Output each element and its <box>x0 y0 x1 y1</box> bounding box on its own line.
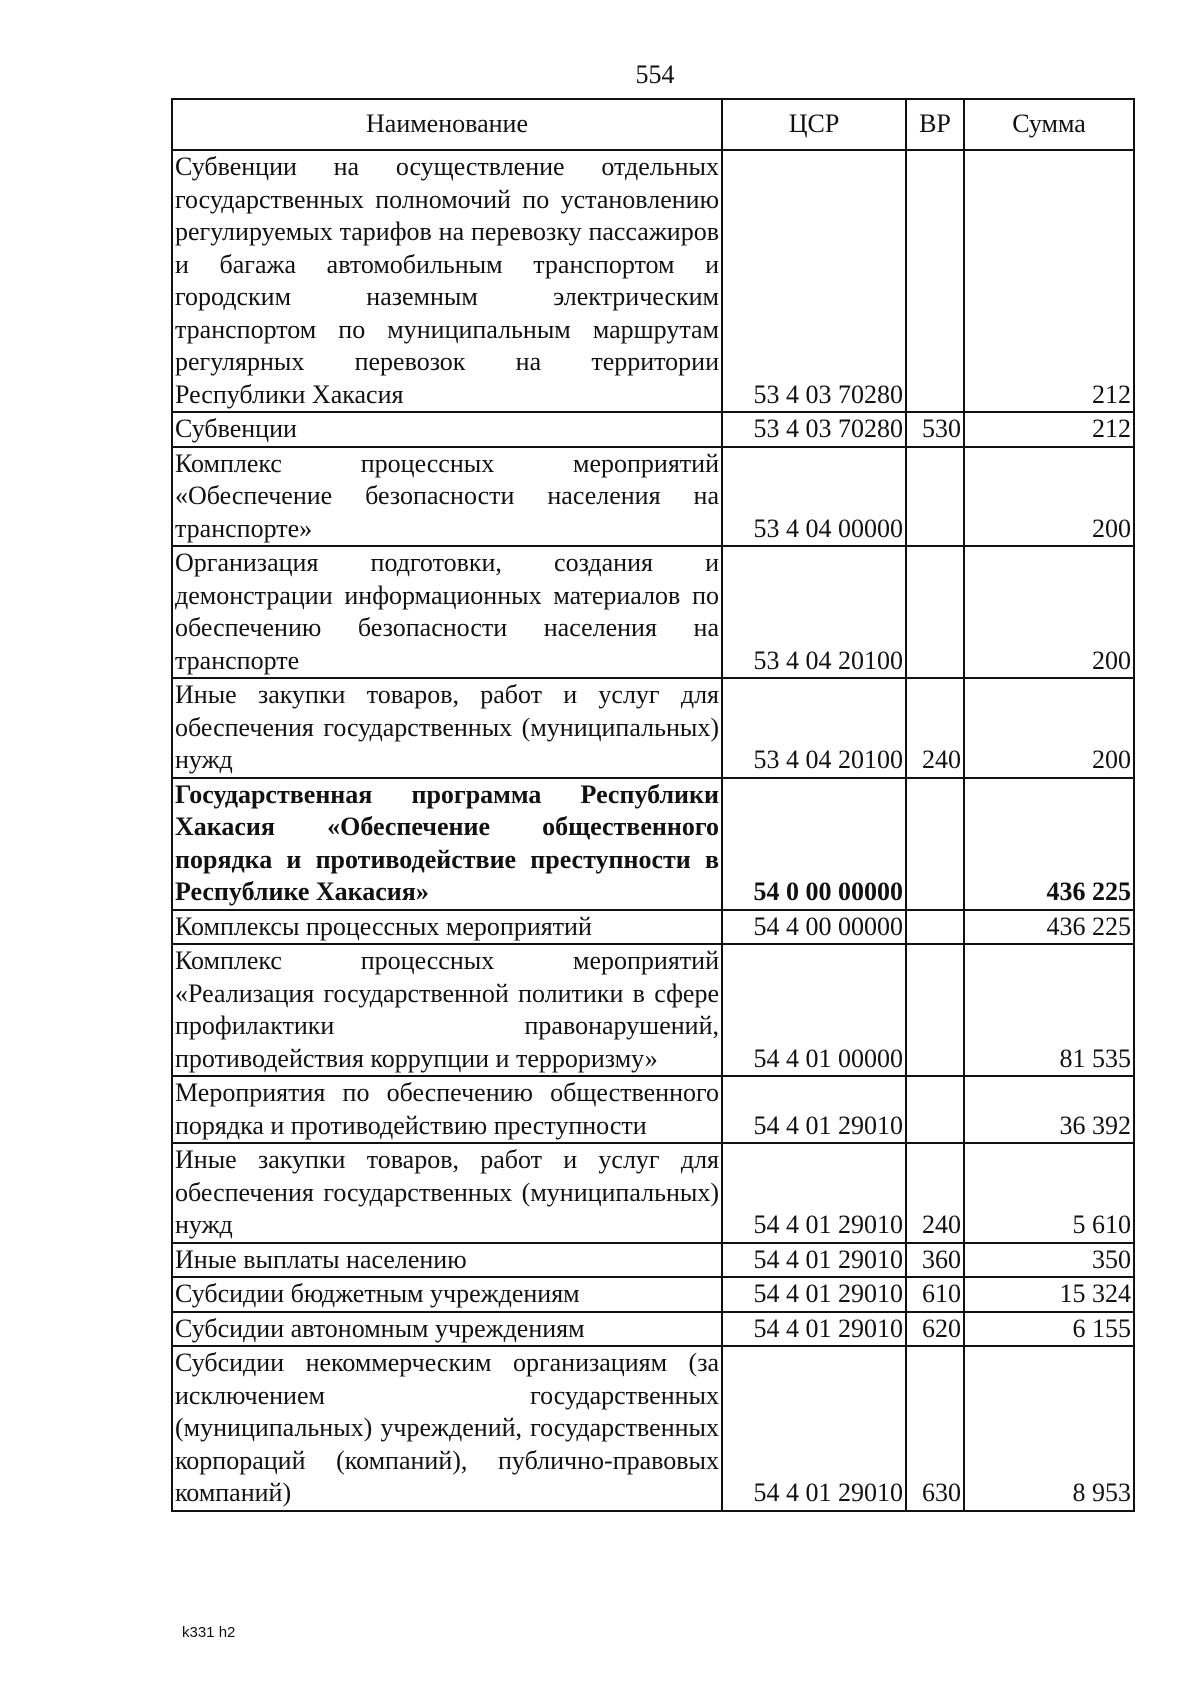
row-csr-cell: 53 4 03 70280 <box>722 150 906 412</box>
row-sum-cell: 6 155 <box>964 1312 1134 1347</box>
row-csr-cell: 54 4 01 29010 <box>722 1076 906 1143</box>
table-row <box>172 150 1134 412</box>
table-row <box>172 778 1134 910</box>
row-name-cell: Субсидии автономным учреждениям <box>172 1312 722 1347</box>
row-vr-cell <box>906 944 964 1076</box>
table-row <box>172 1346 1134 1511</box>
row-vr-cell <box>906 150 964 412</box>
table-row <box>172 1277 1134 1312</box>
header-vr: ВР <box>906 99 964 150</box>
row-vr-cell <box>906 447 964 547</box>
table-row <box>172 1243 1134 1278</box>
row-name-cell: Субвенции <box>172 412 722 447</box>
row-sum-cell: 200 <box>964 678 1134 778</box>
table-row <box>172 944 1134 1076</box>
row-csr-cell: 54 4 01 29010 <box>722 1346 906 1511</box>
row-sum-cell: 8 953 <box>964 1346 1134 1511</box>
row-vr-cell <box>906 1076 964 1143</box>
row-name-cell: Комплекс процессных мероприятий «Обеспечение безопасности населения на транспорте» <box>172 447 722 547</box>
table-row <box>172 447 1134 547</box>
row-csr-cell: 54 4 01 29010 <box>722 1277 906 1312</box>
row-sum-cell: 200 <box>964 447 1134 547</box>
row-sum-cell: 15 324 <box>964 1277 1134 1312</box>
row-name-cell: Субсидии некоммерческим организациям (за исключением государственных (муниципальных) учреждений, государственных корпораций (компаний), публично-правовых компаний) <box>172 1346 722 1511</box>
row-vr-cell: 240 <box>906 678 964 778</box>
row-name-cell: Субвенции на осуществление отдельных государственных полномочий по установлению регулируемых тарифов на перевозку пассажиров и багажа автомобильным транспортом и городским наземным электрическим транспортом по муниципальным маршрутам регулярных перевозок на территории Республики Хакасия <box>172 150 722 412</box>
row-sum-cell: 36 392 <box>964 1076 1134 1143</box>
row-vr-cell: 360 <box>906 1243 964 1278</box>
row-csr-cell: 53 4 04 20100 <box>722 546 906 678</box>
table-row <box>172 1143 1134 1243</box>
row-name-cell: Организация подготовки, создания и демонстрации информационных материалов по обеспечению безопасности населения на транспорте <box>172 546 722 678</box>
row-name-cell: Комплекс процессных мероприятий «Реализация государственной политики в сфере профилактики правонарушений, противодействия коррупции и терроризму» <box>172 944 722 1076</box>
budget-table <box>171 98 1135 1512</box>
row-vr-cell: 530 <box>906 412 964 447</box>
row-vr-cell <box>906 910 964 945</box>
row-sum-cell: 212 <box>964 412 1134 447</box>
row-vr-cell: 240 <box>906 1143 964 1243</box>
row-sum-cell: 350 <box>964 1243 1134 1278</box>
row-vr-cell: 630 <box>906 1346 964 1511</box>
table-row <box>172 412 1134 447</box>
row-name-cell: Мероприятия по обеспечению общественного порядка и противодействию преступности <box>172 1076 722 1143</box>
row-vr-cell: 620 <box>906 1312 964 1347</box>
row-sum-cell: 436 225 <box>964 910 1134 945</box>
table-row <box>172 1312 1134 1347</box>
row-name-cell: Иные закупки товаров, работ и услуг для обеспечения государственных (муниципальных) нужд <box>172 1143 722 1243</box>
row-vr-cell <box>906 778 964 910</box>
row-csr-cell: 54 4 01 00000 <box>722 944 906 1076</box>
row-sum-cell: 5 610 <box>964 1143 1134 1243</box>
table-header-row <box>172 99 1134 150</box>
row-sum-cell: 436 225 <box>964 778 1134 910</box>
row-name-cell: Комплексы процессных мероприятий <box>172 910 722 945</box>
row-sum-cell: 200 <box>964 546 1134 678</box>
row-name-cell: Государственная программа Республики Хакасия «Обеспечение общественного порядка и противодействие преступности в Республике Хакасия» <box>172 778 722 910</box>
row-csr-cell: 53 4 04 00000 <box>722 447 906 547</box>
row-name-cell: Субсидии бюджетным учреждениям <box>172 1277 722 1312</box>
table-row <box>172 546 1134 678</box>
table-row <box>172 910 1134 945</box>
row-vr-cell <box>906 546 964 678</box>
header-sum: Сумма <box>964 99 1134 150</box>
row-csr-cell: 53 4 03 70280 <box>722 412 906 447</box>
page-number: 554 <box>635 60 675 89</box>
row-sum-cell: 81 535 <box>964 944 1134 1076</box>
table-row <box>172 1076 1134 1143</box>
header-name: Наименование <box>172 99 722 150</box>
footer-code: k331 h2 <box>182 1624 236 1641</box>
budget-table-container <box>171 98 1133 1512</box>
row-csr-cell: 54 0 00 00000 <box>722 778 906 910</box>
row-csr-cell: 54 4 01 29010 <box>722 1243 906 1278</box>
row-csr-cell: 53 4 04 20100 <box>722 678 906 778</box>
header-csr: ЦСР <box>722 99 906 150</box>
table-body <box>172 150 1134 1511</box>
table-row <box>172 678 1134 778</box>
row-name-cell: Иные закупки товаров, работ и услуг для обеспечения государственных (муниципальных) нужд <box>172 678 722 778</box>
row-name-cell: Иные выплаты населению <box>172 1243 722 1278</box>
row-csr-cell: 54 4 01 29010 <box>722 1143 906 1243</box>
row-vr-cell: 610 <box>906 1277 964 1312</box>
row-sum-cell: 212 <box>964 150 1134 412</box>
row-csr-cell: 54 4 01 29010 <box>722 1312 906 1347</box>
row-csr-cell: 54 4 00 00000 <box>722 910 906 945</box>
